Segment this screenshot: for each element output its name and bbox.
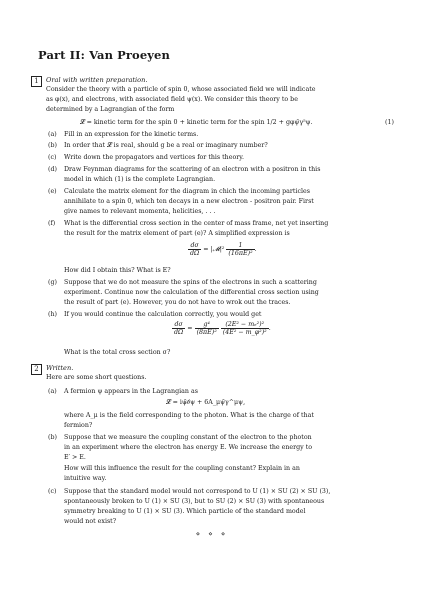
question-2-heading: Written. bbox=[46, 364, 74, 372]
equation-end: . bbox=[268, 325, 271, 332]
item-text: In order that 𝓛 is real, should g be a real or imaginary number? bbox=[64, 142, 268, 149]
item-text: What is the total cross section σ? bbox=[64, 349, 171, 356]
cross-section-result-equation bbox=[172, 321, 271, 336]
frac-denominator: dΩ bbox=[174, 329, 184, 336]
item-label: (b) bbox=[48, 142, 57, 149]
q1-intro-line: as φ(x), and electrons, with associated field ψ(x). We consider this theory to be bbox=[46, 96, 298, 103]
item-text: fermion? bbox=[64, 422, 93, 429]
equation-number: (1) bbox=[385, 119, 394, 126]
question-1-number: 1 bbox=[31, 76, 42, 87]
item-text: Write down the propagators and vertices for this theory. bbox=[64, 154, 244, 161]
fermion-lagrangian: 𝓛 = iψ̄∂̸ψ + 6A_μψ̄γ^μψ, bbox=[166, 399, 246, 406]
item-text: Calculate the matrix element for the diagram in chich the incoming particles bbox=[64, 188, 310, 195]
item-text: in an experiment where the electron has energy E. We increase the energy to bbox=[64, 444, 313, 451]
item-text: annihilate to a spin 0, which ten decays in a new electron - positron pair. First bbox=[64, 198, 314, 205]
item-text: the result of part (e). However, you do not have to wrok out the traces. bbox=[64, 299, 291, 306]
lagrangian-equation: 𝓛 = kinetic term for the spin 0 + kinetic term for the spin 1/2 + gφψ̄γ⁵ψ. bbox=[80, 119, 313, 126]
frac-denominator: dΩ bbox=[190, 250, 200, 257]
q1-intro-line: determined by a Lagrangian of the form bbox=[46, 106, 175, 113]
item-label: (a) bbox=[48, 388, 57, 395]
item-text: E′ > E. bbox=[64, 454, 86, 461]
equation-end: . bbox=[254, 246, 257, 253]
part-title: Part II: Van Proeyen bbox=[38, 48, 170, 62]
item-text: Fill in an expression for the kinetic terms. bbox=[64, 131, 199, 138]
frac-denominator: (16πE)² bbox=[228, 250, 253, 257]
question-1-heading: Oral with written preparation. bbox=[46, 76, 148, 84]
item-text: Draw Feynman diagrams for the scattering of an electron with a positron in this bbox=[64, 166, 321, 173]
item-label: (f) bbox=[48, 220, 56, 227]
q1-intro-line: Consider the theory with a particle of spin 0, whose associated field we will indicate bbox=[46, 86, 316, 93]
frac-denominator: (8πE)² bbox=[196, 329, 217, 336]
item-text: What is the differential cross section in the center of mass frame, net yet inserting bbox=[64, 220, 329, 227]
q2-intro: Here are some short questions. bbox=[46, 374, 147, 381]
item-label: (b) bbox=[48, 434, 57, 441]
section-end-ornament: ⋄ ⋄ ⋄ bbox=[195, 530, 229, 538]
frac-numerator: dσ bbox=[172, 321, 185, 329]
item-text: model in which (1) is the complete Lagrangian. bbox=[64, 176, 216, 183]
item-text: spontaneously broken to U (1) × SU (3), but to SU (2) × SU (3) with spontaneous bbox=[64, 498, 325, 505]
frac-numerator: g⁴ bbox=[195, 321, 219, 329]
item-label: (e) bbox=[48, 188, 57, 195]
item-text: If you would continue the calculation correctly, you would get bbox=[64, 311, 262, 318]
item-label: (c) bbox=[48, 154, 57, 161]
item-label: (c) bbox=[48, 488, 57, 495]
item-text: How did I obtain this? What is E? bbox=[64, 267, 171, 274]
item-text: A fermion ψ appears in the Lagrangian as bbox=[64, 388, 198, 395]
item-text: symmetry breaking to U (1) × SU (3). Which particle of the standard model bbox=[64, 508, 306, 515]
equation-middle: = bbox=[187, 325, 193, 332]
item-label: (d) bbox=[48, 166, 57, 173]
frac-numerator: dσ bbox=[188, 242, 201, 250]
item-text: Suppose that we do not measure the spins of the electrons in such a scattering bbox=[64, 279, 317, 286]
item-text: the result for the matrix element of part (e)? A simplified expression is bbox=[64, 230, 290, 237]
item-text: where A_μ is the field corresponding to the photon. What is the charge of that bbox=[64, 412, 314, 419]
item-text: Suppose that we measure the coupling constant of the electron to the photon bbox=[64, 434, 312, 441]
item-label: (h) bbox=[48, 311, 57, 318]
frac-numerator: (2E² − mₑ²)² bbox=[221, 321, 269, 329]
item-label: (g) bbox=[48, 279, 57, 286]
item-label: (a) bbox=[48, 131, 57, 138]
item-text: Suppose that the standard model would not correspond to U (1) × SU (2) × SU (3), bbox=[64, 488, 331, 495]
item-text: would not exist? bbox=[64, 518, 117, 525]
question-2-number: 2 bbox=[31, 364, 42, 375]
item-text: experiment. Continue now the calculation of the differential cross section using bbox=[64, 289, 319, 296]
item-text: intuitive way. bbox=[64, 475, 107, 482]
cross-section-equation bbox=[188, 242, 257, 257]
frac-numerator: 1 bbox=[226, 242, 254, 250]
equation-middle: = |𝓜|² bbox=[203, 246, 225, 253]
item-text: How will this influence the result for the coupling constant? Explain in an bbox=[64, 465, 300, 472]
frac-denominator: (4E² − m_φ²)² bbox=[222, 329, 267, 336]
item-text: give names to relevant momenta, helicities, . . . bbox=[64, 208, 216, 215]
